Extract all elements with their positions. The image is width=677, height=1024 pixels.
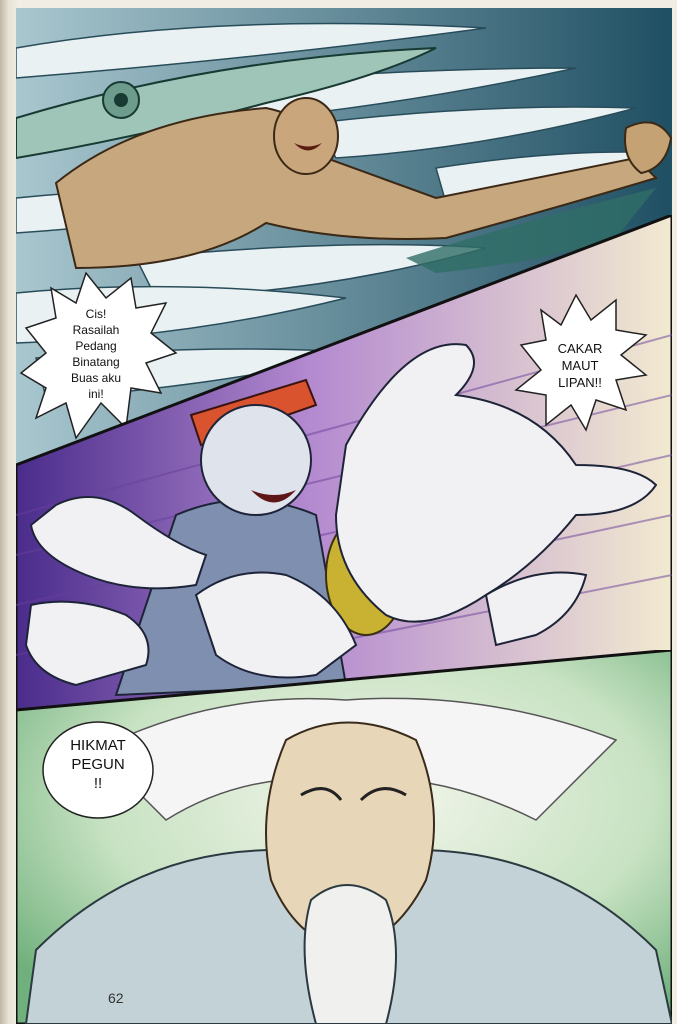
master-hands	[305, 885, 396, 1024]
cis-line-3: Pedang	[75, 339, 117, 353]
cis-line-2: Rasailah	[72, 323, 120, 337]
hikmat-line-1: HIKMAT	[70, 737, 126, 754]
cakar-bubble	[526, 340, 634, 391]
cakar-line-1: CAKAR	[557, 341, 603, 356]
cakar-line-3: LIPAN!!	[558, 375, 602, 390]
cis-line-6: ini!	[88, 387, 104, 401]
attacker-head	[201, 405, 311, 515]
hikmat-bubble	[46, 736, 150, 793]
panel-centipede-claw	[16, 215, 672, 715]
cis-line-1: Cis!	[85, 307, 107, 321]
warrior-head	[274, 98, 338, 174]
panel-old-master	[16, 650, 672, 1024]
cakar-line-2: MAUT	[561, 358, 599, 373]
cis-line-4: Binatang	[72, 355, 120, 369]
panel-3-art	[16, 650, 672, 1024]
page-number: 62	[108, 990, 124, 1006]
hikmat-line-2: PEGUN	[71, 756, 125, 773]
hikmat-line-3: !!	[93, 775, 103, 792]
cis-line-5: Buas aku	[70, 371, 122, 385]
panel-2-art	[16, 215, 672, 715]
